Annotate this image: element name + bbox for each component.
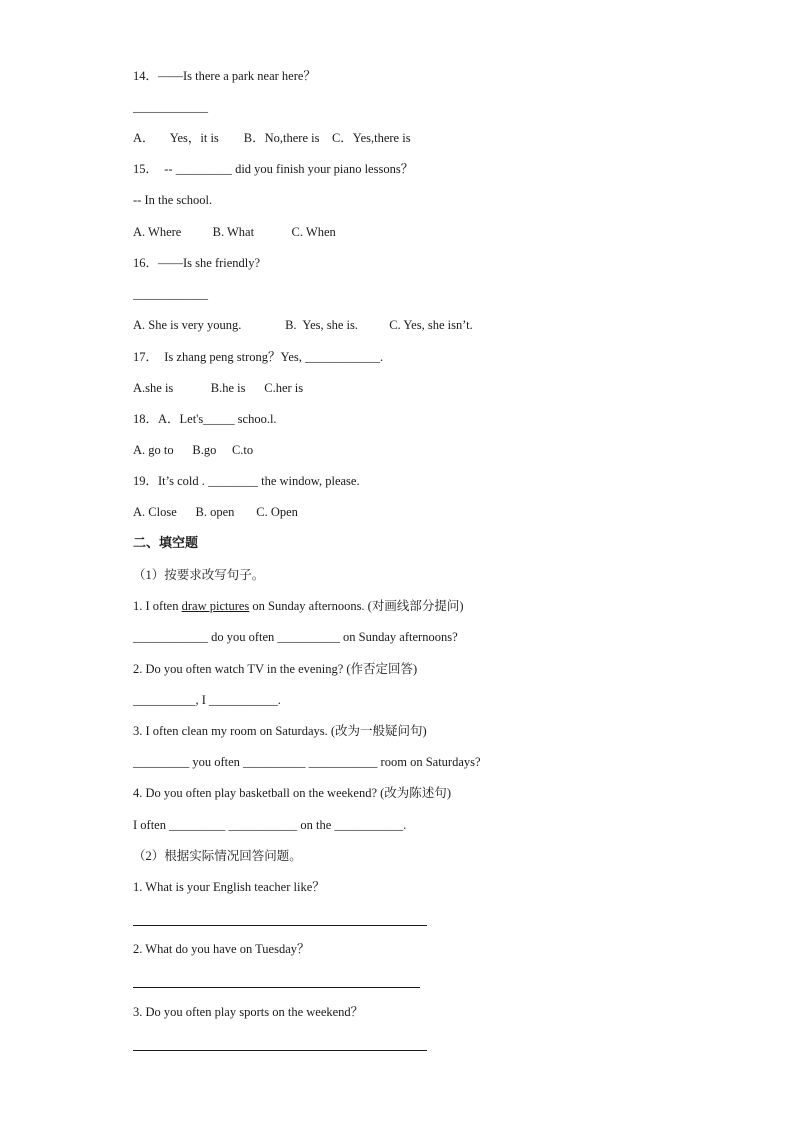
part1-item4-answer: I often _________ ___________ on the ___________. [133,818,407,832]
q16-question: 16．——Is she friendly? [133,256,261,270]
q17-options: A.she is B.he is C.her is [133,381,304,395]
q14-answer-blank: ____________ [133,100,208,114]
q15-question: 15． -- _________ did you finish your piano lessons？ [133,162,414,176]
part1-item4: 4. Do you often play basketball on the weekend? (改为陈述句) [133,786,451,800]
part1-item2: 2. Do you often watch TV in the evening? (作否定回答) [133,662,418,676]
item1-pre: 1. I often [133,599,182,613]
q19-question: 19．It’s cold . ________ the window, please. [133,474,360,488]
q19-options: A. Close B. open C. Open [133,505,298,519]
item1-post: on Sunday afternoons. (对画线部分提问) [249,599,464,613]
q17-question: 17． Is zhang peng strong？Yes, ____________. [133,350,384,364]
part1-item3: 3. I often clean my room on Saturdays. (改为一般疑问句) [133,724,427,738]
item1-underlined-phrase: draw pictures [181,599,250,613]
part2-question-1: 1. What is your English teacher like？ [133,880,325,894]
q16-options: A. She is very young. B. Yes, she is. C. Yes, she isn’t. [133,318,473,332]
q18-options: A. go to B.go C.to [133,443,254,457]
part1-item3-answer: _________ you often __________ ___________ room on Saturdays? [133,755,481,769]
q16-answer-blank: ____________ [133,287,208,301]
part2-title: （2）根据实际情况回答问题。 [133,849,302,863]
answer-line-1 [133,925,427,926]
section-2-title: 二、填空题 [133,536,199,551]
part1-item1-answer: ____________ do you often __________ on Sunday afternoons? [133,630,458,644]
answer-line-3 [133,1050,427,1051]
q18-question: 18．A．Let's_____ schoo.l. [133,412,277,426]
q15-options: A. Where B. What C. When [133,225,336,239]
q14-question: 14．——Is there a park near here？ [133,69,316,83]
q14-options: A． Yes，it is B．No,there is C．Yes,there is [133,131,411,145]
part1-item1 [133,598,464,614]
part2-question-3: 3. Do you often play sports on the weekend？ [133,1005,364,1019]
answer-line-2 [133,987,420,988]
part2-question-2: 2. What do you have on Tuesday？ [133,942,310,956]
q15-reply: -- In the school. [133,193,213,207]
part1-title: （1）按要求改写句子。 [133,568,265,582]
part1-item2-answer: __________, I ___________. [133,693,281,707]
